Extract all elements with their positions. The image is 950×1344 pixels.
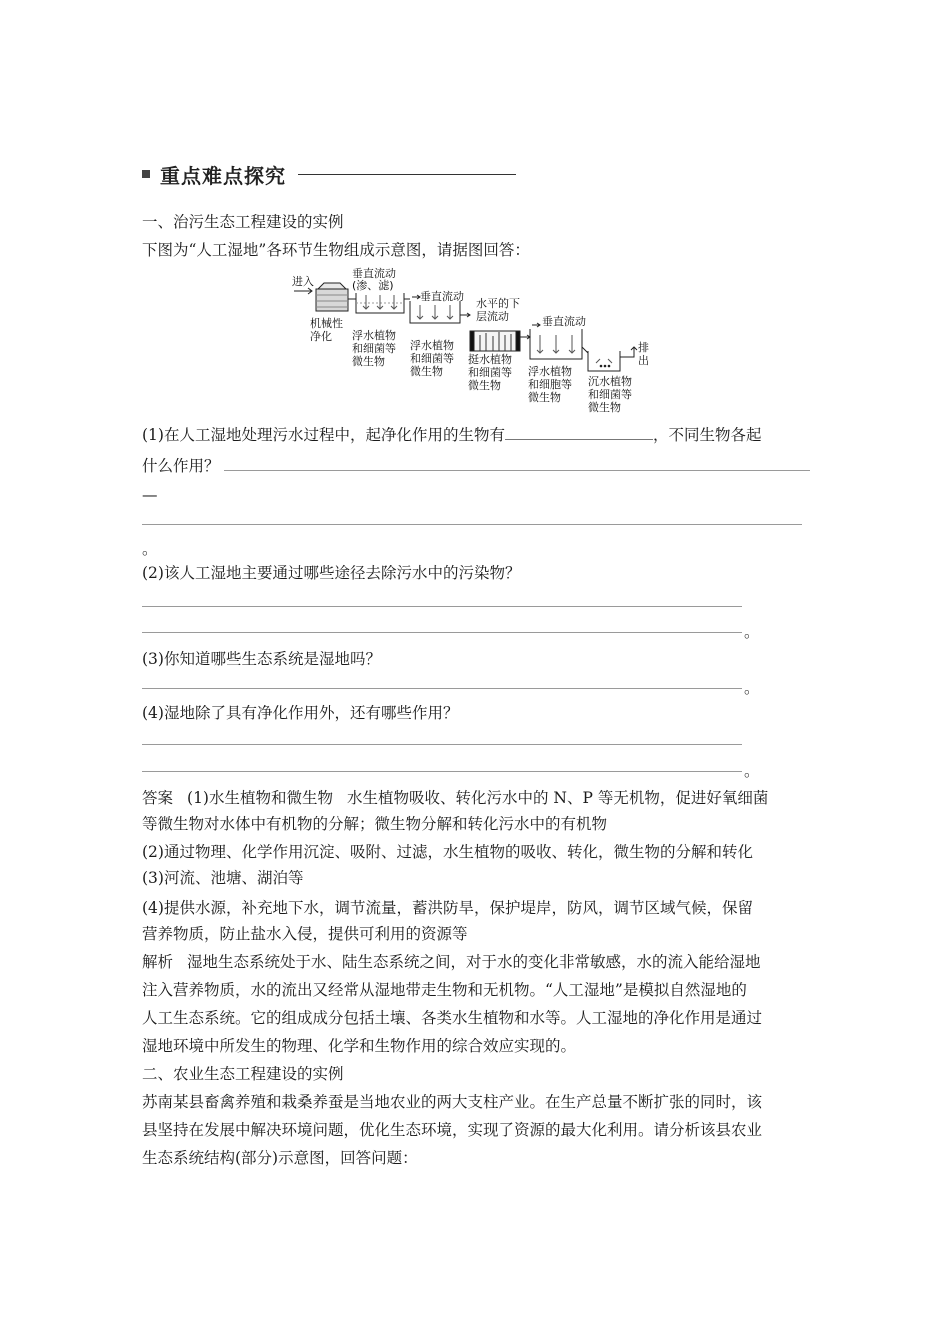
diagram-enter-1: 进入: [292, 275, 314, 288]
section-title: 重点难点探究: [160, 163, 286, 188]
part2-paragraph-2: 县坚持在发展中解决环境问题，优化生态环境，实现了资源的最大化利用。请分析该县农业: [142, 1121, 763, 1139]
question-3: (3)你知道哪些生态系统是湿地吗？: [142, 650, 381, 668]
stage2-flow: 垂直流动: [420, 290, 464, 303]
question-2: (2)该人工湿地主要通过哪些途径去除污水中的污染物？: [142, 564, 521, 582]
mech-label-a: 机械性: [310, 317, 343, 330]
answer-1-b: 水生植物吸收、转化污水中的 N、P 等无机物，促进好氧细菌: [346, 789, 769, 807]
q4-answer-line-2[interactable]: [142, 771, 742, 772]
analysis-4: 湿地环境中所发生的物理、化学和生物作用的综合效应实现的。: [142, 1037, 577, 1055]
q1-answer-line-2[interactable]: [142, 524, 802, 525]
question-4: (4)湿地除了具有净化作用外，还有哪些作用？: [142, 704, 459, 722]
stage3-flow-b: 层流动: [476, 310, 509, 323]
answer-line-1: [142, 787, 768, 809]
answer-label: 答案: [142, 789, 174, 807]
q2-answer-line-1[interactable]: [142, 606, 742, 607]
part2-paragraph-1: 苏南某县畜禽养殖和栽桑养蚕是当地农业的两大支柱产业。在生产总量不断扩张的同时，该: [142, 1093, 763, 1111]
label3-b: 和细菌等: [468, 366, 512, 379]
label3-c: 微生物: [468, 379, 501, 392]
q2-period: 。: [744, 623, 760, 641]
answer-4-a: (4)提供水源，补充地下水，调节流量，蓄洪防旱，保护堤岸，防风，调节区域气候，保留: [142, 899, 753, 917]
analysis-label: 解析: [142, 953, 174, 971]
question-1-line-2: [142, 455, 220, 477]
part2-heading: 二、农业生态工程建设的实例: [142, 1065, 344, 1083]
analysis-line-1: [142, 951, 761, 973]
answer-3: (3)河流、池塘、湖泊等: [142, 869, 304, 887]
header-rule: [298, 174, 516, 175]
square-bullet-icon: [142, 170, 150, 178]
label2-b: 和细菌等: [410, 352, 454, 365]
label4-b: 和细胞等: [528, 378, 572, 391]
answer-4-b: 营养物质，防止盐水入侵，提供可利用的资源等: [142, 925, 468, 943]
part2-paragraph-3: 生态系统结构(部分)示意图，回答问题：: [142, 1149, 418, 1167]
label4-a: 浮水植物: [528, 365, 572, 378]
label1-a: 浮水植物: [352, 329, 396, 342]
question-1-line-1: [142, 423, 761, 446]
stage3-flow-a: 水平的下: [476, 297, 520, 310]
label5-c: 微生物: [588, 401, 621, 414]
answer-1-a: (1)水生植物和微生物: [187, 789, 333, 807]
label2-a: 浮水植物: [410, 339, 454, 352]
exit-label-b: 出: [638, 354, 649, 367]
q1-text-b: ，不同生物各起: [652, 426, 762, 444]
q1-dash: —: [142, 486, 158, 504]
wetland-diagram: [290, 265, 650, 420]
q2-answer-line-2[interactable]: [142, 632, 742, 633]
stage4-flow: 垂直流动: [542, 315, 586, 328]
label5-b: 和细菌等: [588, 388, 632, 401]
stage1-flow-b: (渗、滤): [352, 279, 394, 292]
label1-c: 微生物: [352, 355, 385, 368]
section-header: [142, 160, 516, 188]
label4-c: 微生物: [528, 391, 561, 404]
label2-c: 微生物: [410, 365, 443, 378]
part1-intro: 下图为“人工湿地”各环节生物组成示意图，请据图回答：: [142, 241, 530, 259]
q4-period: 。: [744, 762, 760, 780]
stage1-flow-a: 垂直流动: [352, 267, 396, 280]
part1-heading: 一、治污生态工程建设的实例: [142, 213, 344, 231]
q1-period: 。: [142, 540, 158, 558]
q3-period: 。: [744, 679, 760, 697]
analysis-1: 湿地生态系统处于水、陆生态系统之间，对于水的变化非常敏感，水的流入能给湿地: [187, 953, 761, 971]
answer-2: (2)通过物理、化学作用沉淀、吸附、过滤，水生植物的吸收、转化，微生物的分解和转化: [142, 843, 753, 861]
q1-text-c: 什么作用？: [142, 457, 220, 475]
label3-a: 挺水植物: [468, 353, 512, 366]
q1-answer-line-1[interactable]: [224, 470, 810, 471]
q4-answer-line-1[interactable]: [142, 744, 742, 745]
answer-1-c: 等微生物对水体中有机物的分解；微生物分解和转化污水中的有机物: [142, 815, 608, 833]
analysis-3: 人工生态系统。它的组成成分包括土壤、各类水生植物和水等。人工湿地的净化作用是通过: [142, 1009, 763, 1027]
q3-answer-line[interactable]: [142, 688, 742, 689]
label1-b: 和细菌等: [352, 342, 396, 355]
exit-label-a: 排: [638, 341, 649, 354]
q1-text-a: (1)在人工湿地处理污水过程中，起净化作用的生物有: [142, 426, 505, 444]
q1-answer-blank[interactable]: [505, 423, 653, 440]
mech-label-b: 净化: [310, 330, 332, 343]
label5-a: 沉水植物: [588, 375, 632, 388]
analysis-2: 注入营养物质，水的流出又经常从湿地带走生物和无机物。“人工湿地”是模拟自然湿地的: [142, 981, 747, 999]
